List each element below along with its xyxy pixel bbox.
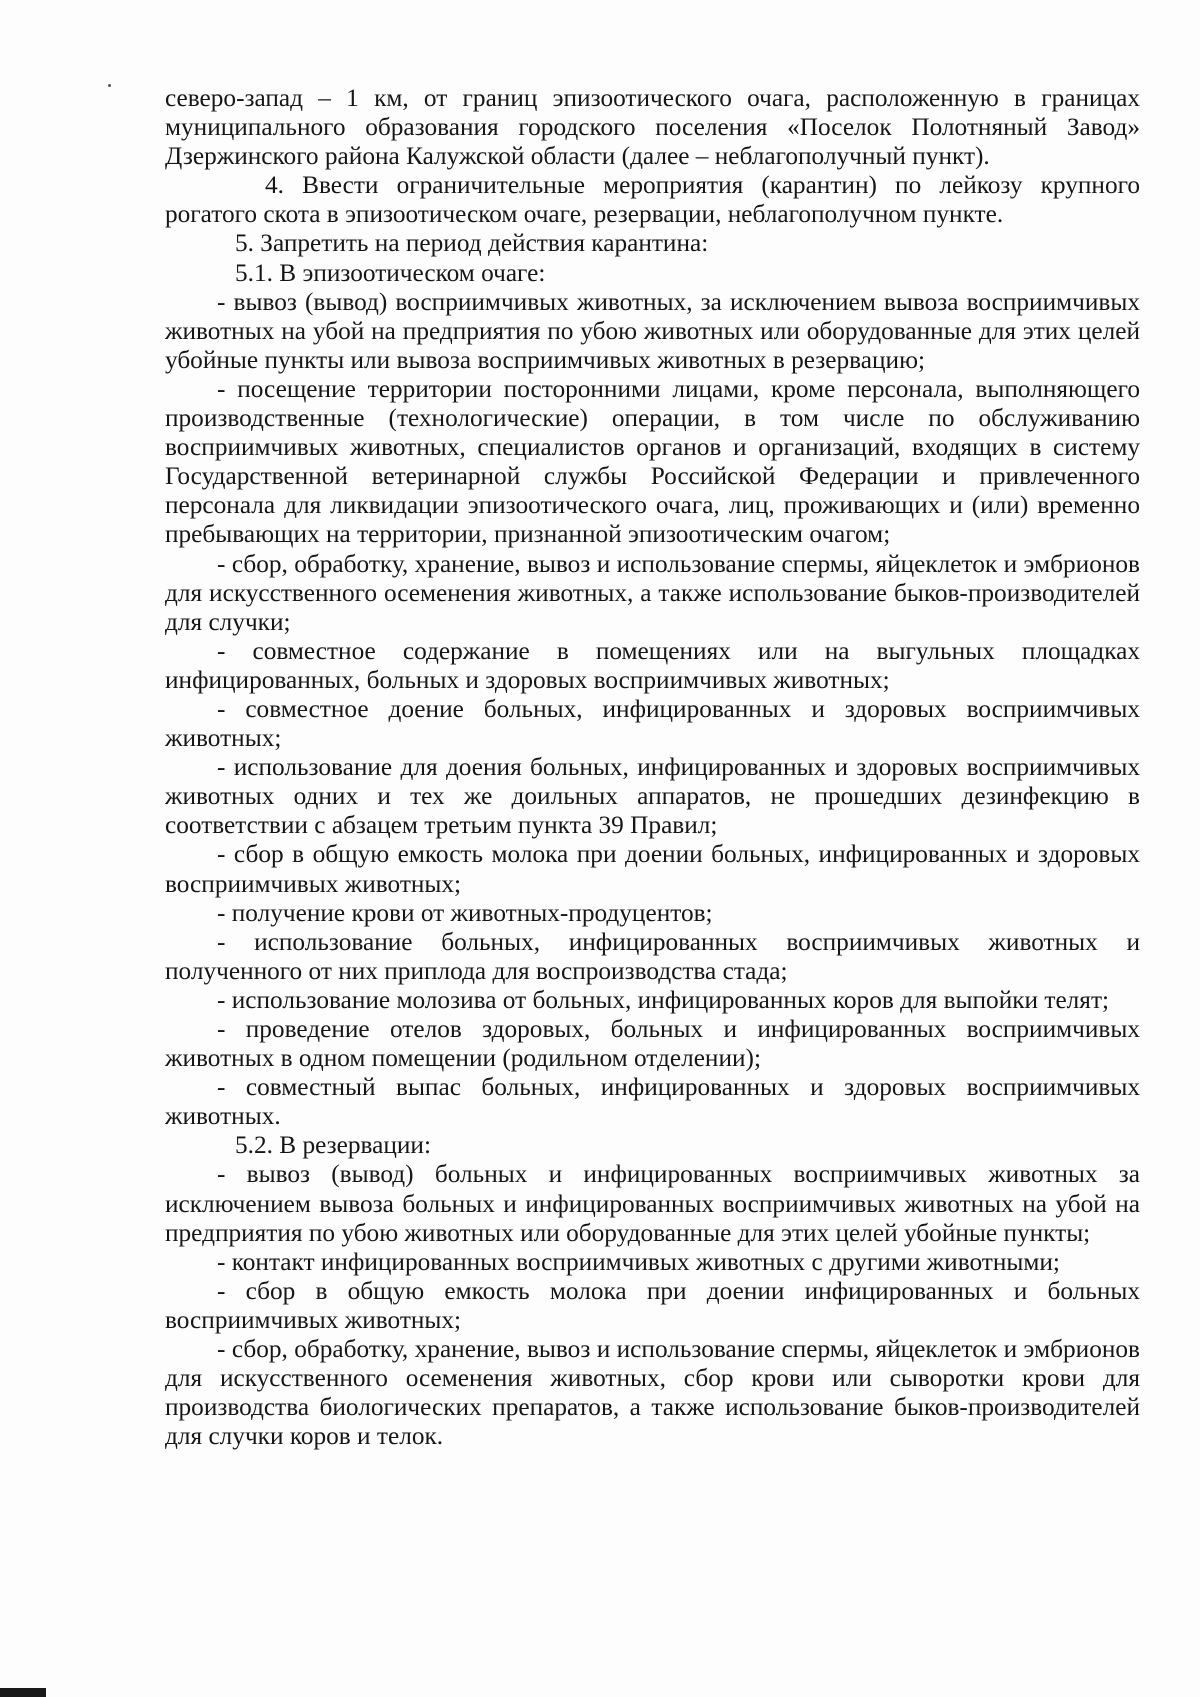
list-item: - сбор, обработку, хранение, вывоз и использование спермы, яйцеклеток и эмбрионов для искусственного осеменения животных, а также использование быков-производителей для случки; xyxy=(165,549,1140,636)
list-item: - совместный выпас больных, инфицированных и здоровых восприимчивых животных. xyxy=(165,1073,1140,1131)
list-item: - использование для доения больных, инфицированных и здоровых восприимчивых животных одних и тех же доильных аппаратов, не прошедших дезинфекцию в соответствии с абзацем третьим пункта 39 Правил; xyxy=(165,753,1140,840)
scan-edge-mark xyxy=(0,1688,46,1697)
list-item: - контакт инфицированных восприимчивых животных с другими животными; xyxy=(217,1247,1060,1276)
paragraph-continuation: северо-запад – 1 км, от границ эпизоотического очага, расположенную в границах муниципального образования городского поселения «Поселок Полотняный Завод» Дзержинского района Калужской области (далее – неблагополучный пункт). xyxy=(165,84,1140,171)
list-item: - использование молозива от больных, инфицированных коров для выпойки телят; xyxy=(217,985,1110,1014)
list-item: - вывоз (вывод) восприимчивых животных, за исключением вывоза восприимчивых животных на убой на предприятия по убою животных или оборудованные для этих целей убойные пункты или вывоза восприимчивых животных в резервацию; xyxy=(165,287,1140,374)
paragraph-item-4: 4. Ввести ограничительные мероприятия (карантин) по лейкозу крупного рогатого скота в эпизоотическом очаге, резервации, неблагополучном пункте. xyxy=(165,171,1140,229)
list-item: - сбор в общую емкость молока при доении инфицированных и больных восприимчивых животных; xyxy=(165,1276,1140,1334)
paragraph-item-5: 5. Запретить на период действия карантина: xyxy=(235,229,709,258)
list-item: - получение крови от животных-продуцентов; xyxy=(217,898,713,927)
list-item: - вывоз (вывод) больных и инфицированных восприимчивых животных за исключением вывоза больных и инфицированных восприимчивых животных на убой на предприятия по убою животных или оборудованные для этих целей убойные пункты; xyxy=(165,1160,1140,1247)
list-item: - сбор в общую емкость молока при доении больных, инфицированных и здоровых восприимчивых животных; xyxy=(165,840,1140,898)
document-body xyxy=(165,84,1140,1451)
list-item: - сбор, обработку, хранение, вывоз и использование спермы, яйцеклеток и эмбрионов для искусственного осеменения животных, сбор крови или сыворотки крови для производства биологических препаратов, а также использование быков-производителей для случки коров и телок. xyxy=(165,1335,1140,1451)
list-item: - использование больных, инфицированных восприимчивых животных и полученного от них приплода для воспроизводства стада; xyxy=(165,927,1140,985)
list-item: - проведение отелов здоровых, больных и инфицированных восприимчивых животных в одном помещении (родильном отделении); xyxy=(165,1015,1140,1073)
subheading-5-2: 5.2. В резервации: xyxy=(235,1131,432,1160)
list-item: - совместное доение больных, инфицированных и здоровых восприимчивых животных; xyxy=(165,694,1140,753)
subheading-5-1: 5.1. В эпизоотическом очаге: xyxy=(235,258,546,287)
list-item: - посещение территории посторонними лицами, кроме персонала, выполняющего производственные (технологические) операции, в том числе по обслуживанию восприимчивых животных, специалистов органов и организаций, входящих в систему Государственной ветеринарной службы Российской Федерации и привлеченного персонала для ликвидации эпизоотического очага, лиц, проживающих и (или) временно пребывающих на территории, признанной эпизоотическим очагом; xyxy=(165,374,1140,549)
list-item: - совместное содержание в помещениях или на выгульных площадках инфицированных, больных и здоровых восприимчивых животных; xyxy=(165,636,1140,694)
scan-dot xyxy=(108,84,111,87)
